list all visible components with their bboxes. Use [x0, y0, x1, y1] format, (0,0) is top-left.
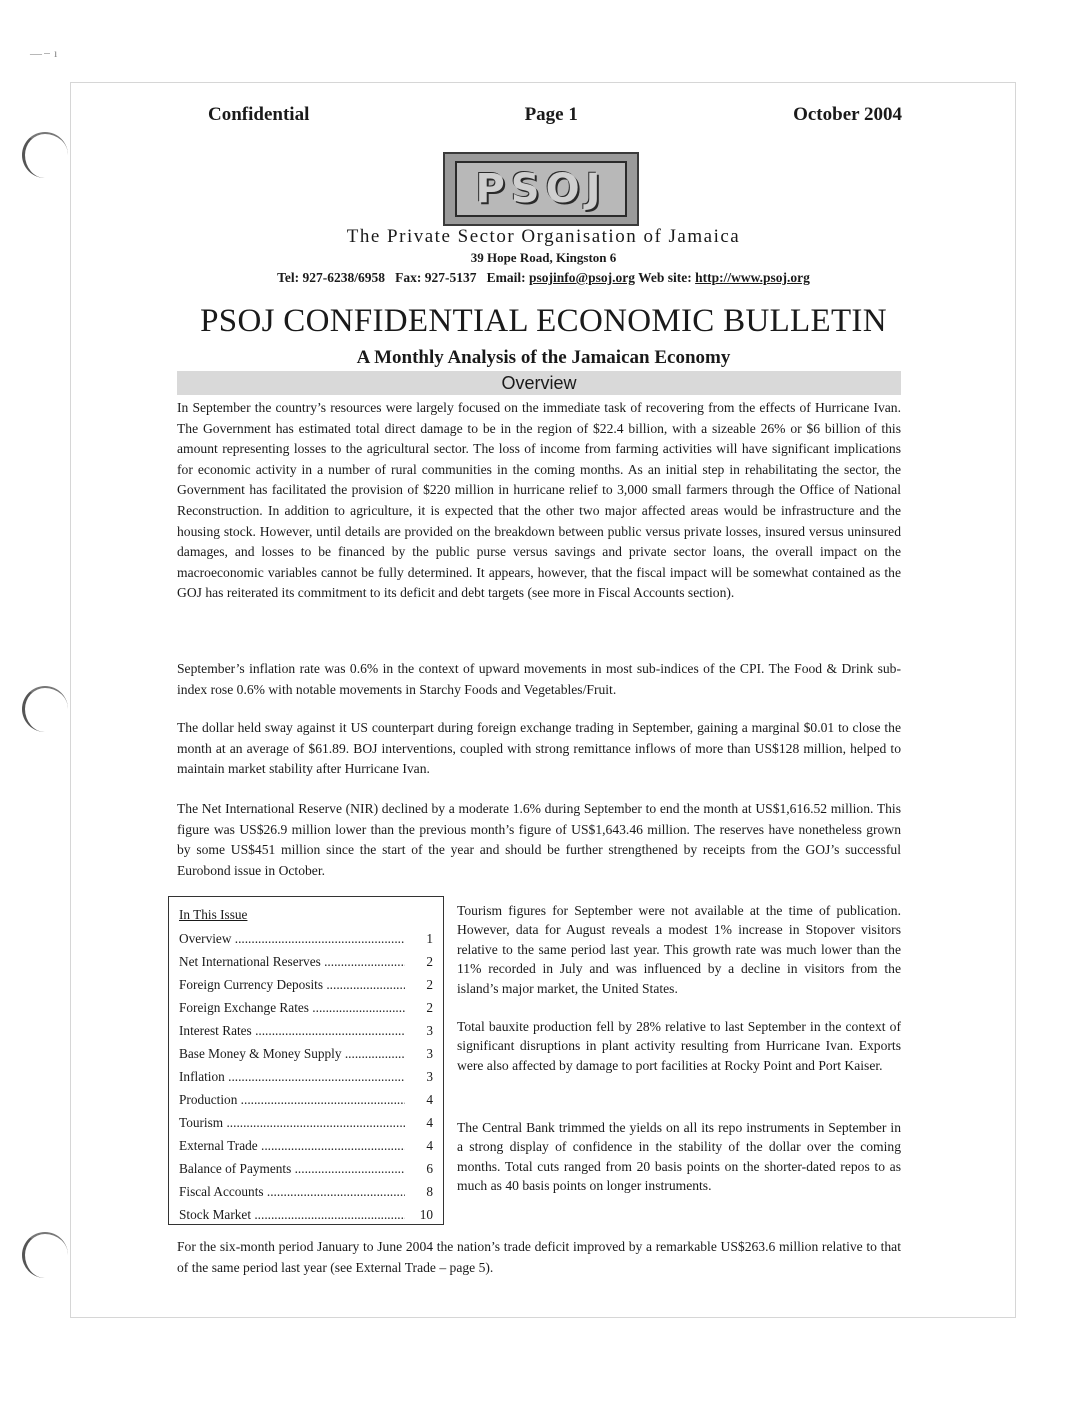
binder-hole-2 [22, 686, 68, 732]
header-page-number: Page 1 [524, 104, 578, 125]
binder-hole-3 [22, 1232, 68, 1278]
tel: Tel: 927-6238/6958 [277, 270, 385, 285]
toc-item-page: 4 [426, 1092, 433, 1107]
toc-item-page: 2 [426, 977, 433, 992]
toc-item-page: 3 [426, 1023, 433, 1038]
toc-item[interactable] [179, 950, 433, 973]
psoj-logo [443, 152, 639, 226]
toc-item[interactable] [179, 996, 433, 1019]
toc-item[interactable] [179, 1157, 433, 1180]
overview-paragraph-4: The Net International Reserve (NIR) declined by a moderate 1.6% during September to end the month at US$1,616.52 million. This figure was US$26.9 million lower than the previous month’s figure of US$1,643.46 million. The reserves have nonetheless grown by some US$451 million since the start of the year and should be further strengthened by receipts from the GOJ’s successful Eurobond issue in October. [177, 801, 901, 878]
toc-item-page: 2 [426, 1000, 433, 1015]
toc-item-name: Tourism ..... [179, 1111, 405, 1134]
toc-item-name: Interest Rates ..... [179, 1019, 405, 1042]
org-address: 39 Hope Road, Kingston 6 [470, 250, 617, 265]
toc-item-name: External Trade ..... [179, 1134, 405, 1157]
section-heading-overview: Overview [177, 371, 901, 395]
toc-item-page: 3 [426, 1069, 433, 1084]
toc-item-name: Foreign Exchange Rates ..... [179, 996, 405, 1019]
toc-item[interactable] [179, 1019, 433, 1042]
overview-paragraph-3: The dollar held sway against it US counterpart during foreign exchange trading in September, gaining a marginal $0.01 to close the month at an average of $61.89. BOJ interventions, coupled with strong remittance inflows of more than US$128 million, helped to maintain market stability after Hurricane Ivan. [177, 720, 901, 777]
toc-item-page: 4 [426, 1115, 433, 1130]
email-link[interactable]: psojinfo@psoj.org [529, 270, 635, 285]
toc-item-name: Balance of Payments ..... [179, 1157, 405, 1180]
email-label: Email: [486, 270, 526, 285]
interest-rates-paragraph: The Central Bank trimmed the yields on all its repo instruments in September in a strong display of confidence in the stability of the dollar over the coming months. Total cuts ranged from 20 basis points on the shorter-dated repos to as much as 40 basis points on longer instruments. [457, 1120, 901, 1194]
fax: Fax: 927-5137 [395, 270, 477, 285]
org-contact [0, 270, 1087, 286]
toc-item[interactable] [179, 1088, 433, 1111]
toc-item-name: Production ..... [179, 1088, 405, 1111]
toc-item[interactable] [179, 927, 433, 950]
bulletin-subtitle: A Monthly Analysis of the Jamaican Economy [356, 347, 731, 368]
overview-paragraph-1: In September the country’s resources were largely focused on the immediate task of recovering from the effects of Hurricane Ivan. The Government has estimated total direct damage to be in the region of $22.4 billion, with a sizeable 26% or $6 billion of this amount representing losses to the agricultural sector. The loss of income from farming activities will have significant implications for economic activity in a number of rural communities in the coming months. As an initial step in rehabilitating the sector, the Government has facilitated the provision of $220 million in hurricane relief to 3,000 small farmers through the Office of National Reconstruction. In addition to agriculture, it is expected that the other two major affected areas would be infrastructure and the housing stock. However, until details are provided on the breakdown between public versus private losses, insured versus uninsured damages, and losses to be financed by the public purse versus savings and private sector loans, the overall impact on the macroeconomic variables cannot be fully determined. It appears, however, that the fiscal impact will be somewhat contained as the GOJ has reiterated its commitment to its deficit and debt targets (see more in Fiscal Accounts section). [177, 400, 901, 601]
toc-item-page: 1 [426, 931, 433, 946]
toc-item-name: Base Money & Money Supply ..... [179, 1042, 405, 1065]
overview-paragraph-2: September’s inflation rate was 0.6% in the context of upward movements in most sub-indices of the CPI. The Food & Drink sub-index rose 0.6% with notable movements in Starchy Foods and Vegetables/Fruit. [177, 661, 901, 697]
web-label: Web site: [638, 270, 692, 285]
toc-item-page: 6 [426, 1161, 433, 1176]
toc-title: In This Issue [179, 907, 248, 922]
header-date: October 2004 [793, 104, 902, 125]
binder-hole-1 [22, 132, 68, 178]
toc-item-page: 4 [426, 1138, 433, 1153]
org-name: The Private Sector Organisation of Jamaica [346, 226, 741, 247]
bauxite-paragraph: Total bauxite production fell by 28% relative to last September in the context of significant disruptions in plant activity resulting from Hurricane Ivan. Exports were also affected by damage to port facilities at Rocky Point and Port Kaiser. [457, 1019, 901, 1073]
toc-item-name: Stock Market ..... [179, 1203, 405, 1226]
toc-item-name: Net International Reserves ..... [179, 950, 405, 973]
toc-item-page: 2 [426, 954, 433, 969]
scan-mark: — ̶ ı [30, 46, 60, 60]
tourism-paragraph: Tourism figures for September were not available at the time of publication. However, data for August reveals a modest 1% increase in Stopover visitors relative to the same period last year. This growth rate was much lower than the 11% recorded in July and was influenced by a decline in visitors from the island’s major market, the United States. [457, 903, 901, 996]
psoj-logo-text: PSOJ [455, 161, 627, 217]
toc-item-name: Overview ..... [179, 927, 405, 950]
in-this-issue-box [168, 896, 444, 1225]
toc-item-name: Fiscal Accounts ..... [179, 1180, 405, 1203]
toc-item[interactable] [179, 973, 433, 996]
web-link[interactable]: http://www.psoj.org [695, 270, 810, 285]
bulletin-title: PSOJ CONFIDENTIAL ECONOMIC BULLETIN [200, 303, 887, 339]
toc-item-page: 3 [426, 1046, 433, 1061]
toc-item-page: 8 [426, 1184, 433, 1199]
toc-item[interactable] [179, 1042, 433, 1065]
toc-item[interactable] [179, 1111, 433, 1134]
trade-deficit-paragraph: For the six-month period January to June 2004 the nation’s trade deficit improved by a remarkable US$263.6 million relative to that of the same period last year (see External Trade – page 5). [177, 1239, 901, 1275]
toc-item-name: Foreign Currency Deposits ..... [179, 973, 405, 996]
page-header [208, 104, 902, 126]
toc-item[interactable] [179, 1203, 433, 1226]
header-confidential: Confidential [208, 104, 310, 125]
toc-item-page: 10 [419, 1207, 433, 1222]
toc-item[interactable] [179, 1065, 433, 1088]
toc-item-name: Inflation ..... [179, 1065, 405, 1088]
toc-item[interactable] [179, 1180, 433, 1203]
toc-item[interactable] [179, 1134, 433, 1157]
